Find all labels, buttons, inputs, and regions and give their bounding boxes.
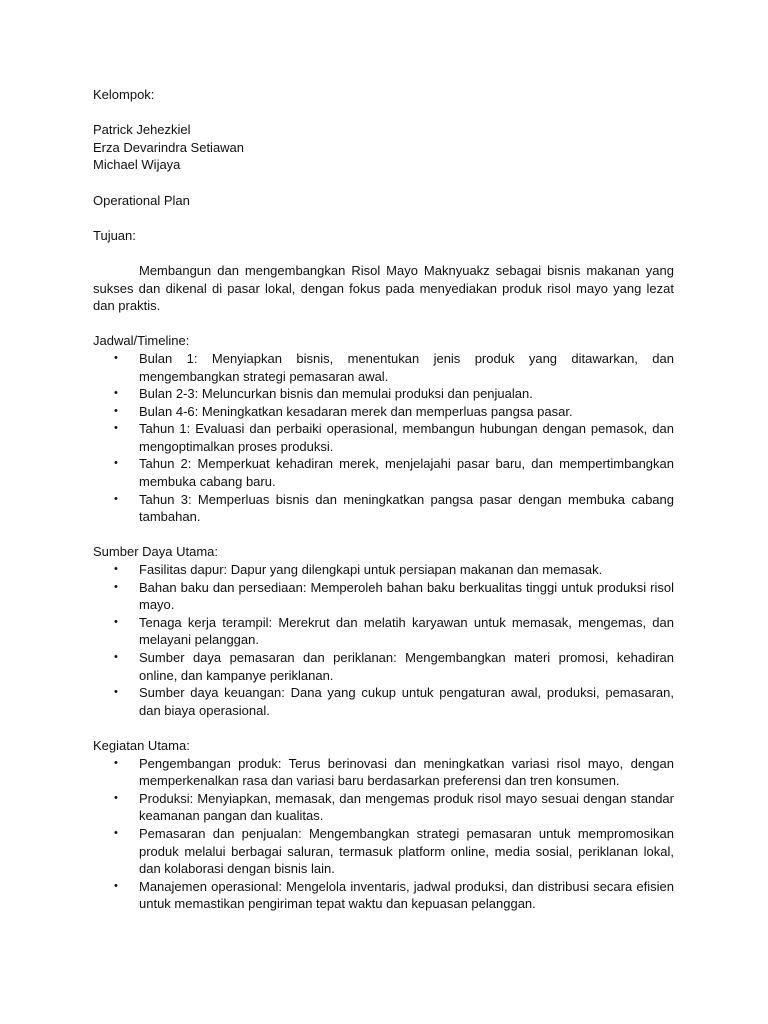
bullet-icon: • bbox=[114, 580, 118, 593]
list-item-text: Tahun 2: Memperkuat kehadiran merek, menjelajahi pasar baru, dan mempertimbangkan membuka cabang baru. bbox=[139, 456, 674, 490]
list-item-text: Manajemen operasional: Mengelola inventaris, jadwal produksi, dan distribusi secara efisien untuk memastikan pengiriman tepat waktu dan kepuasan pelanggan. bbox=[139, 878, 674, 912]
list-item-text: Bulan 4-6: Meningkatkan kesadaran merek dan memperluas pangsa pasar. bbox=[139, 403, 573, 419]
document-title: Operational Plan bbox=[93, 192, 190, 208]
list-item bbox=[93, 790, 674, 825]
list-item bbox=[93, 614, 674, 649]
bullet-icon: • bbox=[114, 457, 118, 470]
list-item bbox=[93, 385, 674, 403]
spacer bbox=[93, 315, 674, 333]
activities-heading: Kegiatan Utama: bbox=[93, 737, 190, 753]
bullet-icon: • bbox=[114, 422, 118, 435]
group-label: Kelompok: bbox=[93, 87, 155, 102]
list-item-text: Bulan 2-3: Meluncurkan bisnis dan memulai produksi dan penjualan. bbox=[139, 386, 533, 402]
member-name: Erza Devarindra Setiawan bbox=[93, 139, 245, 155]
bullet-icon: • bbox=[114, 879, 118, 892]
list-item-text: Fasilitas dapur: Dapur yang dilengkapi untuk persiapan makanan dan memasak. bbox=[139, 562, 603, 578]
bullet-icon: • bbox=[114, 404, 118, 417]
spacer bbox=[93, 174, 674, 192]
spacer bbox=[93, 719, 674, 737]
list-item-text: Tahun 3: Memperluas bisnis dan meningkatkan pangsa pasar dengan membuka cabang tambahan. bbox=[139, 491, 674, 525]
bullet-icon: • bbox=[114, 615, 118, 628]
list-item bbox=[93, 455, 674, 490]
resources-list bbox=[93, 561, 674, 719]
member-name: Michael Wijaya bbox=[93, 157, 181, 173]
bullet-icon: • bbox=[114, 351, 118, 364]
bullet-icon: • bbox=[114, 387, 118, 400]
list-item bbox=[93, 878, 674, 913]
timeline-list bbox=[93, 350, 674, 526]
list-item-text: Bahan baku dan persediaan: Memperoleh bahan baku berkualitas tinggi untuk produksi risol mayo. bbox=[139, 579, 674, 613]
list-item bbox=[93, 350, 674, 385]
bullet-icon: • bbox=[114, 686, 118, 699]
goal-heading: Tujuan: bbox=[93, 227, 136, 243]
spacer bbox=[93, 104, 674, 122]
member-name: Patrick Jehezkiel bbox=[93, 122, 191, 138]
timeline-heading: Jadwal/Timeline: bbox=[93, 333, 190, 349]
activities-list bbox=[93, 755, 674, 913]
list-item-text: Tahun 1: Evaluasi dan perbaiki operasional, membangun hubungan dengan pemasok, dan mengoptimalkan proses produksi. bbox=[139, 421, 674, 454]
spacer bbox=[93, 244, 674, 262]
list-item bbox=[93, 825, 674, 878]
list-item-text: Produksi: Menyiapkan, memasak, dan mengemas produk risol mayo sesuai dengan standar keamanan pangan dan kualitas. bbox=[139, 790, 674, 824]
bullet-icon: • bbox=[114, 492, 118, 505]
bullet-icon: • bbox=[114, 563, 118, 576]
list-item bbox=[93, 649, 674, 684]
goal-paragraph: Membangun dan mengembangkan Risol Mayo Maknyuakz sebagai bisnis makanan yang sukses dan dikenal di pasar lokal, dengan fokus pada menyediakan produk risol mayo yang lezat dan praktis. bbox=[93, 262, 674, 314]
list-item bbox=[93, 561, 674, 579]
list-item-text: Tenaga kerja terampil: Merekrut dan melatih karyawan untuk memasak, mengemas, dan melayani pelanggan. bbox=[139, 614, 674, 648]
bullet-icon: • bbox=[114, 826, 118, 839]
list-item bbox=[93, 491, 674, 526]
bullet-icon: • bbox=[114, 651, 118, 663]
list-item-text: Sumber daya keuangan: Dana yang cukup untuk pengaturan awal, produksi, pemasaran, dan biaya operasional. bbox=[139, 685, 674, 718]
spacer bbox=[93, 526, 674, 544]
list-item-text: Sumber daya pemasaran dan periklanan: Mengembangkan materi promosi, kehadiran online, dan kampanye periklanan. bbox=[139, 650, 674, 683]
list-item bbox=[93, 579, 674, 614]
resources-heading: Sumber Daya Utama: bbox=[93, 544, 218, 560]
bullet-icon: • bbox=[114, 756, 118, 769]
list-item bbox=[93, 403, 674, 421]
document-page bbox=[93, 86, 674, 913]
list-item-text: Pemasaran dan penjualan: Mengembangkan strategi pemasaran untuk mempromosikan produk melalui berbagai saluran, termasuk platform online, media sosial, periklanan lokal, dan kolaborasi dengan bisnis lain. bbox=[139, 825, 674, 877]
list-item bbox=[93, 684, 674, 719]
list-item-text: Pengembangan produk: Terus berinovasi dan meningkatkan variasi risol mayo, dengan memperkenalkan rasa dan variasi baru berdasarkan preferensi dan tren konsumen. bbox=[139, 755, 674, 789]
spacer bbox=[93, 209, 674, 227]
bullet-icon: • bbox=[114, 791, 118, 804]
list-item-text: Bulan 1: Menyiapkan bisnis, menentukan jenis produk yang ditawarkan, dan mengembangkan strategi pemasaran awal. bbox=[139, 350, 674, 384]
list-item bbox=[93, 420, 674, 455]
list-item bbox=[93, 755, 674, 790]
